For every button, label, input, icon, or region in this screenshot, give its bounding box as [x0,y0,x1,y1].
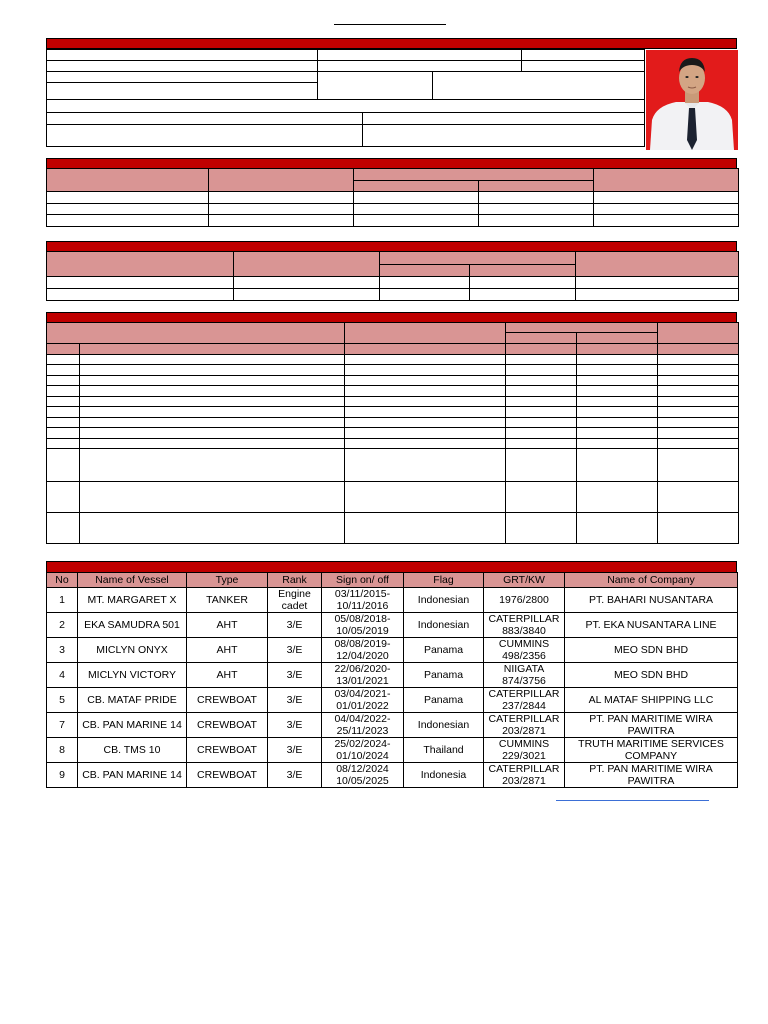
grid-line [46,71,645,72]
section-2-table [46,168,739,227]
table-cell-vessel: EKA SAMUDRA 501 [78,613,187,638]
table-cell-sign: 03/04/2021-01/01/2022 [322,688,404,713]
grid-line [432,71,433,99]
table-cell-grt: CATERPILLAR 237/2844 [484,688,565,713]
table-cell-vessel: CB. TMS 10 [78,738,187,763]
table-cell-company: PT. PAN MARITIME WIRA PAWITRA [565,713,738,738]
table-cell-type: CREWBOAT [187,738,268,763]
table-cell-company: PT. EKA NUSANTARA LINE [565,613,738,638]
grid-line [521,49,522,71]
personal-details-grid [46,49,645,147]
table-cell-rank: 3/E [268,638,322,663]
column-header: Flag [404,573,484,588]
section-3-table [46,251,739,301]
table-cell-rank: 3/E [268,763,322,788]
table-cell-company: PT. PAN MARITIME WIRA PAWITRA [565,763,738,788]
column-header: Sign on/ off [322,573,404,588]
table-cell-company: TRUTH MARITIME SERVICES COMPANY [565,738,738,763]
table-cell-grt: CATERPILLAR 203/2871 [484,713,565,738]
table-row [47,688,738,713]
table-cell-rank: Engine cadet [268,588,322,613]
column-header: GRT/KW [484,573,565,588]
table-cell-type: AHT [187,638,268,663]
table-cell-rank: 3/E [268,688,322,713]
column-header: Rank [268,573,322,588]
table-cell-type: CREWBOAT [187,713,268,738]
table-cell-vessel: CB. PAN MARINE 14 [78,763,187,788]
table-cell-flag: Indonesian [404,588,484,613]
table-cell-no: 2 [47,613,78,638]
sea-service-header-row [47,573,738,588]
table-cell-vessel: CB. PAN MARINE 14 [78,713,187,738]
table-cell-company: MEO SDN BHD [565,663,738,688]
link-underline [556,800,709,801]
table-cell-rank: 3/E [268,713,322,738]
table-cell-no: 1 [47,588,78,613]
table-cell-grt: CATERPILLAR 883/3840 [484,613,565,638]
table-cell-no: 8 [47,738,78,763]
table-cell-vessel: MT. MARGARET X [78,588,187,613]
table-cell-flag: Panama [404,638,484,663]
table-cell-sign: 05/08/2018-10/05/2019 [322,613,404,638]
crew-photo [646,50,738,150]
table-cell-grt: NIIGATA 874/3756 [484,663,565,688]
table-cell-flag: Panama [404,663,484,688]
table-cell-rank: 3/E [268,613,322,638]
table-cell-no: 7 [47,713,78,738]
grid-line [46,112,645,113]
table-cell-flag: Thailand [404,738,484,763]
table-cell-vessel: MICLYN VICTORY [78,663,187,688]
table-row [47,738,738,763]
grid-line [46,60,645,61]
table-cell-no: 9 [47,763,78,788]
table-row [47,613,738,638]
column-header: No [47,573,78,588]
sea-service-table [46,572,738,788]
column-header: Name of Company [565,573,738,588]
table-cell-no: 3 [47,638,78,663]
table-cell-type: CREWBOAT [187,688,268,713]
table-cell-grt: CATERPILLAR 203/2871 [484,763,565,788]
column-header: Name of Vessel [78,573,187,588]
table-row [47,663,738,688]
table-cell-company: MEO SDN BHD [565,638,738,663]
table-cell-flag: Indonesia [404,763,484,788]
table-row [47,588,738,613]
table-cell-type: TANKER [187,588,268,613]
table-cell-grt: 1976/2800 [484,588,565,613]
table-cell-flag: Indonesian [404,713,484,738]
table-cell-flag: Indonesian [404,613,484,638]
column-header: Type [187,573,268,588]
table-cell-no: 5 [47,688,78,713]
table-cell-grt: CUMMINS 498/2356 [484,638,565,663]
grid-line [317,49,318,99]
table-cell-sign: 22/06/2020-13/01/2021 [322,663,404,688]
table-cell-rank: 3/E [268,663,322,688]
person-photo-icon [646,50,738,150]
document-title-underline [334,24,446,25]
table-cell-type: AHT [187,663,268,688]
table-cell-vessel: MICLYN ONYX [78,638,187,663]
table-cell-type: AHT [187,613,268,638]
table-cell-sign: 08/12/2024 10/05/2025 [322,763,404,788]
grid-line [362,112,363,147]
table-cell-company: AL MATAF SHIPPING LLC [565,688,738,713]
section-4-table [46,322,739,544]
grid-line [46,124,645,125]
table-row [47,763,738,788]
table-cell-grt: CUMMINS 229/3021 [484,738,565,763]
table-cell-flag: Panama [404,688,484,713]
table-cell-sign: 08/08/2019-12/04/2020 [322,638,404,663]
grid-line [46,99,645,100]
table-cell-sign: 04/04/2022-25/11/2023 [322,713,404,738]
table-cell-no: 4 [47,663,78,688]
table-cell-sign: 03/11/2015-10/11/2016 [322,588,404,613]
table-cell-sign: 25/02/2024-01/10/2024 [322,738,404,763]
table-cell-type: CREWBOAT [187,763,268,788]
personal-section-header [46,38,737,49]
table-row [47,713,738,738]
table-cell-rank: 3/E [268,738,322,763]
table-row [47,638,738,663]
grid-line [46,82,317,83]
table-cell-vessel: CB. MATAF PRIDE [78,688,187,713]
table-cell-company: PT. BAHARI NUSANTARA [565,588,738,613]
